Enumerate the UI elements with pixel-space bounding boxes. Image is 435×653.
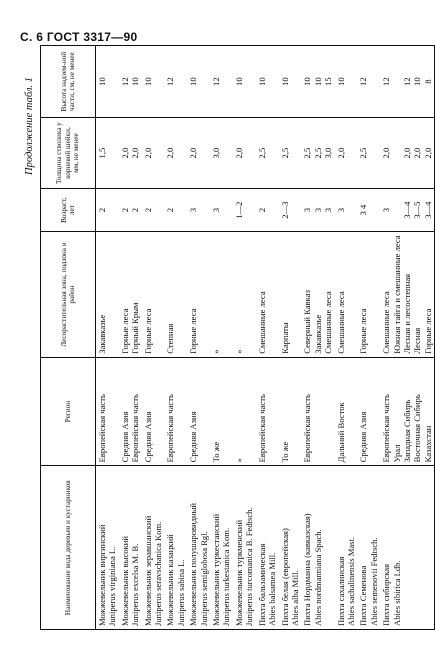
age-cell xyxy=(380,188,435,232)
cell-line: Abies balsamea Mill. xyxy=(267,552,278,626)
cell-line: » xyxy=(211,349,222,354)
zone-cell xyxy=(210,232,233,357)
thickness-cell xyxy=(279,118,302,189)
cell-line: 10 xyxy=(302,77,313,86)
age-cell xyxy=(187,188,210,232)
species-cell xyxy=(301,466,334,630)
cell-line: Европейская часть xyxy=(381,394,392,463)
zone-cell xyxy=(119,232,142,357)
cell-line: Смешанные леса xyxy=(323,291,334,354)
height-cell xyxy=(119,46,142,118)
table-row xyxy=(256,46,279,630)
table-row xyxy=(96,46,119,630)
thickness-cell xyxy=(357,118,380,189)
cell-line: Западная Сибирь xyxy=(401,399,412,463)
age-cell xyxy=(96,188,119,232)
cell-line: Карпаты xyxy=(279,322,290,354)
header-thickness: Толщина стволика у корневой шейки, мм, не менее xyxy=(41,118,96,189)
cell-line: 3 xyxy=(211,207,222,213)
cell-line: 2,0 xyxy=(130,147,141,159)
cell-line: То же xyxy=(279,441,290,463)
cell-line: 3 xyxy=(335,207,346,213)
cell-line: 2 xyxy=(97,207,107,213)
header-species: Наименование вида деревьев и кустарников xyxy=(41,466,96,630)
cell-line: 2—3 xyxy=(279,201,290,219)
height-cell xyxy=(256,46,279,118)
cell-line: 3 xyxy=(188,207,199,213)
cell-line: Горные леса xyxy=(119,308,130,354)
cell-line: 3 4 xyxy=(358,204,369,216)
cell-line: 2,0 xyxy=(142,147,153,159)
cell-line: 3—5 xyxy=(412,201,423,219)
cell-line: Abies sibirica Ldb. xyxy=(391,560,402,626)
cell-line: Европейская часть xyxy=(165,394,176,463)
cell-line: Горный Крым xyxy=(130,302,141,354)
species-cell xyxy=(357,466,380,630)
cell-line: Пихта бальзамическая xyxy=(256,543,267,626)
cell-line: Можжевельник зеравшанский xyxy=(142,515,153,626)
zone-cell xyxy=(96,232,119,357)
continued-label: Продолжение табл. 1 xyxy=(24,77,35,175)
cell-line: 10 xyxy=(335,77,346,86)
cell-line: Смешанные леса xyxy=(335,291,346,354)
cell-line: Можжевельник полушаровидный xyxy=(188,502,199,626)
header-zone: Лесорастительная зона, подзона и район xyxy=(41,232,96,357)
cell-line: 10 xyxy=(97,77,107,86)
cell-line: Лесная и лесостепная xyxy=(401,273,412,354)
zone-cell xyxy=(187,232,210,357)
cell-line: 10 xyxy=(412,77,423,86)
cell-line: 2 xyxy=(165,207,176,213)
region-cell xyxy=(256,357,279,466)
cell-line: 2,0 xyxy=(188,147,199,159)
cell-line: Урал xyxy=(391,444,402,463)
table-row xyxy=(119,46,142,630)
cell-line: Можжевельник туркестанский xyxy=(211,513,222,626)
cell-line: Смешанные леса xyxy=(381,291,392,354)
cell-line: Пихта Семенова xyxy=(358,565,369,626)
cell-line: Juniperus excelsa M. B. xyxy=(130,543,141,626)
zone-cell xyxy=(357,232,380,357)
cell-line: 3,0 xyxy=(323,147,334,159)
cell-line: Пихта Нордманна (кавказская) xyxy=(302,513,313,626)
cell-line: Европейская часть xyxy=(302,394,313,463)
zone-cell xyxy=(279,232,302,357)
cell-line: Пихта сахалинская xyxy=(335,556,346,626)
cell-line: Можжевельник туркменский xyxy=(233,519,244,626)
cell-line: 2,0 xyxy=(233,147,244,159)
thickness-cell xyxy=(233,118,256,189)
cell-line: Abies alba Mill. xyxy=(289,570,300,626)
table-row xyxy=(210,46,233,630)
cell-line: 10 xyxy=(188,77,199,86)
table-row xyxy=(187,46,210,630)
region-cell xyxy=(142,357,165,466)
cell-line: 2,5 xyxy=(312,147,323,159)
zone-cell xyxy=(233,232,256,357)
cell-line: 3—4 xyxy=(401,201,412,219)
region-cell xyxy=(380,357,435,466)
cell-line: » xyxy=(233,349,244,354)
cell-line: Средняя Азия xyxy=(142,411,153,463)
cell-line: 1,5 xyxy=(97,147,107,159)
cell-line: Juniperus turkestanica Kom. xyxy=(221,527,232,626)
table-row xyxy=(380,46,435,630)
species-cell xyxy=(210,466,233,630)
region-cell xyxy=(233,357,256,466)
species-cell xyxy=(96,466,119,630)
cell-line: Abies nordmanniana Spach. xyxy=(312,529,323,626)
cell-line: 3 xyxy=(312,207,323,213)
cell-line: 2,0 xyxy=(119,147,130,159)
cell-line: Горные леса xyxy=(142,308,153,354)
age-cell xyxy=(119,188,142,232)
cell-line: 8 xyxy=(422,79,433,84)
height-cell xyxy=(279,46,302,118)
cell-line: Горные леса xyxy=(188,308,199,354)
species-cell xyxy=(279,466,302,630)
cell-line: 12 xyxy=(211,77,222,86)
region-cell xyxy=(164,357,187,466)
header-age: Возраст, лет xyxy=(41,188,96,232)
cell-line: 2 xyxy=(142,207,153,213)
table-row xyxy=(279,46,302,630)
cell-line: Степная xyxy=(165,323,176,354)
cell-line: 12 xyxy=(358,77,369,86)
table-row xyxy=(164,46,187,630)
cell-line: Лесная xyxy=(412,327,423,354)
cell-line: 2,0 xyxy=(422,147,433,159)
thickness-cell xyxy=(164,118,187,189)
cell-line: 2,0 xyxy=(401,147,412,159)
region-cell xyxy=(187,357,210,466)
thickness-cell xyxy=(380,118,435,189)
cell-line: То же xyxy=(211,441,222,463)
cell-line: 2,5 xyxy=(256,147,267,159)
cell-line xyxy=(392,49,402,114)
species-cell xyxy=(256,466,279,630)
region-cell xyxy=(301,357,334,466)
cell-line: Южная тайга и смешанные леса xyxy=(391,235,402,354)
age-cell xyxy=(256,188,279,232)
cell-line: 2,0 xyxy=(412,147,423,159)
age-cell xyxy=(357,188,380,232)
species-cell xyxy=(335,466,358,630)
table-row xyxy=(301,46,334,630)
thickness-cell xyxy=(256,118,279,189)
table-body xyxy=(96,46,435,630)
cell-line: Пихта сибирская xyxy=(381,563,392,626)
height-cell xyxy=(233,46,256,118)
height-cell xyxy=(187,46,210,118)
age-cell xyxy=(301,188,334,232)
table-row xyxy=(233,46,256,630)
cell-line: Средняя Азия xyxy=(119,411,130,463)
cell-line: 1—2 xyxy=(233,201,244,219)
cell-line: 12 xyxy=(165,77,176,86)
zone-cell xyxy=(335,232,358,357)
zone-cell xyxy=(142,232,165,357)
table-row xyxy=(335,46,358,630)
cell-line: Abies semenovii Fedtsch. xyxy=(368,537,379,626)
cell-line: Европейская часть xyxy=(97,394,107,463)
cell-line: Juniperus seravschanica Kom. xyxy=(153,521,164,626)
cell-line: Средняя Азия xyxy=(358,411,369,463)
cell-line xyxy=(392,121,402,185)
zone-cell xyxy=(256,232,279,357)
height-cell xyxy=(210,46,233,118)
cell-line: Пихта белая (европейская) xyxy=(279,528,290,626)
cell-line: 2,5 xyxy=(302,147,313,159)
cell-line: 2 xyxy=(130,207,141,213)
species-cell xyxy=(233,466,256,630)
cell-line: 2,0 xyxy=(335,147,346,159)
cell-line: 10 xyxy=(142,77,153,86)
table-header-row xyxy=(41,46,96,630)
table-row xyxy=(357,46,380,630)
thickness-cell xyxy=(187,118,210,189)
cell-line: 3 xyxy=(302,207,313,213)
cell-line: Восточная Сибирь xyxy=(412,394,423,463)
height-cell xyxy=(357,46,380,118)
height-cell xyxy=(335,46,358,118)
cell-line: Abies sachalinensis Mast. xyxy=(345,536,356,626)
cell-line: Горные леса xyxy=(422,308,433,354)
age-cell xyxy=(142,188,165,232)
cell-line: Juniperus turcomanica B. Fedtsch. xyxy=(244,507,255,626)
height-cell xyxy=(96,46,119,118)
cell-line: Смешанные леса xyxy=(256,291,267,354)
table-row xyxy=(142,46,165,630)
cell-line: 12 xyxy=(401,77,412,86)
cell-line: 2,5 xyxy=(358,147,369,159)
cell-line: 2,0 xyxy=(165,147,176,159)
cell-line: Juniperus virginiana L. xyxy=(107,546,118,626)
cell-line: 10 xyxy=(130,77,141,86)
cell-line: 10 xyxy=(256,77,267,86)
cell-line xyxy=(392,192,402,229)
species-cell xyxy=(119,466,142,630)
zone-cell xyxy=(164,232,187,357)
thickness-cell xyxy=(119,118,142,189)
cell-line: Северный Кавказ xyxy=(302,290,313,354)
cell-line: Можжевельник виргинский xyxy=(97,524,107,626)
cell-line: Juniperus sabina L. xyxy=(175,559,186,626)
height-cell xyxy=(164,46,187,118)
cell-line: 3,0 xyxy=(211,147,222,159)
thickness-cell xyxy=(210,118,233,189)
region-cell xyxy=(279,357,302,466)
age-cell xyxy=(210,188,233,232)
thickness-cell xyxy=(301,118,334,189)
cell-line: Средняя Азия xyxy=(188,411,199,463)
cell-line: 2 xyxy=(256,207,267,213)
species-table xyxy=(40,45,435,630)
age-cell xyxy=(233,188,256,232)
height-cell xyxy=(380,46,435,118)
height-cell xyxy=(301,46,334,118)
region-cell xyxy=(335,357,358,466)
cell-line: 3 xyxy=(381,207,392,213)
cell-line: 12 xyxy=(381,77,392,86)
cell-line: Европейская часть xyxy=(256,394,267,463)
species-cell xyxy=(187,466,210,630)
cell-line: 10 xyxy=(312,77,323,86)
cell-line: Закавказье xyxy=(312,314,323,354)
cell-line: Можжевельник высокий xyxy=(119,536,130,626)
cell-line: Можжевельник казацкий xyxy=(165,534,176,626)
region-cell xyxy=(357,357,380,466)
thickness-cell xyxy=(96,118,119,189)
rotated-table-block xyxy=(22,45,433,630)
cell-line: Juniperus semiglobosa Rgl. xyxy=(198,531,209,626)
cell-line: 15 xyxy=(323,77,334,86)
cell-line: Дальний Восток xyxy=(335,402,346,463)
cell-line: 2 xyxy=(119,207,130,213)
region-cell xyxy=(119,357,142,466)
cell-line: 12 xyxy=(119,77,130,86)
zone-cell xyxy=(301,232,334,357)
header-height: Высота надзем-ной части, см, не менее xyxy=(41,46,96,118)
height-cell xyxy=(142,46,165,118)
zone-cell xyxy=(380,232,435,357)
thickness-cell xyxy=(335,118,358,189)
cell-line: Горные леса xyxy=(358,308,369,354)
cell-line: 10 xyxy=(279,77,290,86)
header-region: Регион xyxy=(41,357,96,466)
cell-line: 3—4 xyxy=(422,201,433,219)
species-cell xyxy=(380,466,435,630)
region-cell xyxy=(210,357,233,466)
cell-line: » xyxy=(233,458,244,463)
cell-line: 2,5 xyxy=(279,147,290,159)
species-cell xyxy=(142,466,165,630)
cell-line: 3 xyxy=(323,207,334,213)
cell-line: Закавказье xyxy=(97,314,107,354)
age-cell xyxy=(164,188,187,232)
cell-line: Казахстан xyxy=(422,425,433,463)
page-header: С. 6 ГОСТ 3317—90 xyxy=(20,30,138,44)
cell-line: Европейская часть xyxy=(130,394,141,463)
age-cell xyxy=(335,188,358,232)
cell-line: 10 xyxy=(233,77,244,86)
cell-line: 2,0 xyxy=(381,147,392,159)
age-cell xyxy=(279,188,302,232)
species-cell xyxy=(164,466,187,630)
thickness-cell xyxy=(142,118,165,189)
region-cell xyxy=(96,357,119,466)
